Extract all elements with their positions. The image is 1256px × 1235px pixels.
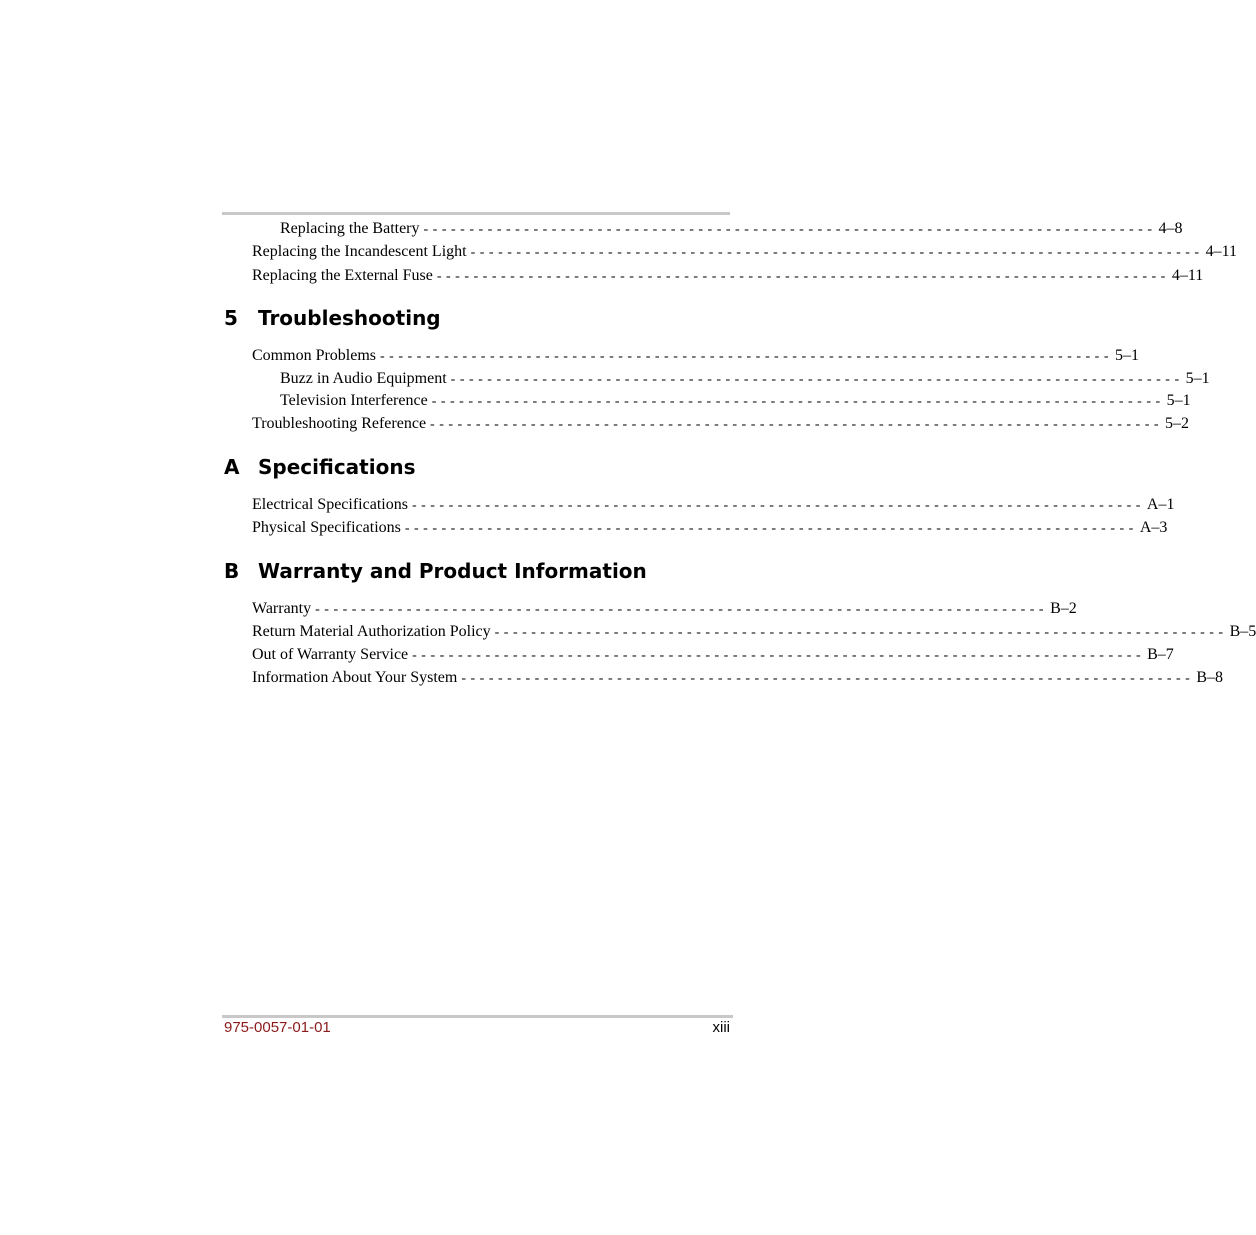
toc-entry-replacing-battery[interactable] [280,218,1183,240]
chapter-number: A [224,455,240,479]
chapter-heading-troubleshooting[interactable] [224,305,441,331]
chapter-heading-warranty[interactable] [224,558,647,584]
toc-entry-common-problems[interactable] [252,345,1139,367]
toc-entry-title: Information About Your System [252,669,458,686]
toc-dot-leader: - - - - - - - - - - - - - - - - - - - - - - - - - - - - - - - - - - - - - - - - - - - - - - - - - - - - - - - - - - - - - - - - - - - - - - - - - - - - - - - - [412,648,1142,663]
toc-entry-out-of-warranty-service[interactable] [252,644,1174,666]
chapter-title: Troubleshooting [258,306,441,330]
toc-entry-title: Buzz in Audio Equipment [280,370,447,387]
toc-dot-leader: - - - - - - - - - - - - - - - - - - - - - - - - - - - - - - - - - - - - - - - - - - - - - - - - - - - - - - - - - - - - - - - - - - - - - - - - - - - - - - - - [423,222,1153,237]
toc-entry-page: A–3 [1139,519,1168,536]
toc-entry-buzz-audio[interactable] [280,368,1210,390]
footer-doc-number: 975-0057-01-01 [224,1019,331,1036]
toc-entry-title: Return Material Authorization Policy [252,623,491,640]
toc-entry-page: 4–11 [1171,267,1204,284]
chapter-title: Specifications [258,455,416,479]
toc-entry-troubleshooting-reference[interactable] [252,413,1190,435]
toc-dot-leader: - - - - - - - - - - - - - - - - - - - - - - - - - - - - - - - - - - - - - - - - - - - - - - - - - - - - - - - - - - - - - - - - - - - - - - - - - - - - - - - - [404,521,1134,536]
top-rule [222,212,730,215]
toc-entry-title: Troubleshooting Reference [252,415,427,432]
toc-dot-leader: - - - - - - - - - - - - - - - - - - - - - - - - - - - - - - - - - - - - - - - - - - - - - - - - - - - - - - - - - - - - - - - - - - - - - - - - - - - - - - - - [436,269,1166,284]
toc-entry-page: A–1 [1146,496,1175,513]
toc-entry-rma-policy[interactable] [252,621,1256,643]
toc-entry-page: 5–1 [1114,347,1139,364]
toc-dot-leader: - - - - - - - - - - - - - - - - - - - - - - - - - - - - - - - - - - - - - - - - - - - - - - - - - - - - - - - - - - - - - - - - - - - - - - - - - - - - - - - - [494,625,1224,640]
toc-entry-replacing-incandescent-light[interactable] [252,241,1237,263]
toc-entry-page: 4–8 [1158,220,1183,237]
toc-entry-title: Physical Specifications [252,519,401,536]
toc-dot-leader: - - - - - - - - - - - - - - - - - - - - - - - - - - - - - - - - - - - - - - - - - - - - - - - - - - - - - - - - - - - - - - - - - - - - - - - - - - - - - - - - [411,498,1141,513]
toc-entry-title: Replacing the Incandescent Light [252,243,467,260]
toc-entry-page: 5–2 [1165,415,1190,432]
toc-dot-leader: - - - - - - - - - - - - - - - - - - - - - - - - - - - - - - - - - - - - - - - - - - - - - - - - - - - - - - - - - - - - - - - - - - - - - - - - - - - - - - - - [431,394,1161,409]
toc-entry-electrical-specifications[interactable] [252,494,1175,516]
toc-dot-leader: - - - - - - - - - - - - - - - - - - - - - - - - - - - - - - - - - - - - - - - - - - - - - - - - - - - - - - - - - - - - - - - - - - - - - - - - - - - - - - - - [430,417,1160,432]
toc-entry-title: Electrical Specifications [252,496,408,513]
toc-entry-title: Warranty [252,600,312,617]
toc-entry-page: 4–11 [1205,243,1237,260]
footer-page-number: xiii [712,1019,730,1036]
toc-entry-page: B–2 [1050,600,1077,617]
chapter-number: 5 [224,306,238,330]
toc-entry-title: Replacing the External Fuse [252,267,433,284]
toc-entry-replacing-external-fuse[interactable] [252,265,1204,287]
chapter-title: Warranty and Product Information [258,559,647,583]
toc-entry-page: 5–1 [1166,392,1191,409]
chapter-number: B [224,559,240,583]
toc-entry-information-about-system[interactable] [252,667,1223,689]
chapter-heading-specifications[interactable] [224,454,415,480]
toc-entry-title: Out of Warranty Service [252,646,409,663]
toc-dot-leader: - - - - - - - - - - - - - - - - - - - - - - - - - - - - - - - - - - - - - - - - - - - - - - - - - - - - - - - - - - - - - - - - - - - - - - - - - - - - - - - - [380,349,1109,364]
toc-entry-physical-specifications[interactable] [252,517,1168,539]
toc-dot-leader: - - - - - - - - - - - - - - - - - - - - - - - - - - - - - - - - - - - - - - - - - - - - - - - - - - - - - - - - - - - - - - - - - - - - - - - - - - - - - - - - [315,602,1045,617]
toc-dot-leader: - - - - - - - - - - - - - - - - - - - - - - - - - - - - - - - - - - - - - - - - - - - - - - - - - - - - - - - - - - - - - - - - - - - - - - - - - - - - - - - - [461,671,1191,686]
toc-entry-page: B–5 [1229,623,1256,640]
toc-entry-page: B–8 [1196,669,1223,686]
toc-entry-television-interference[interactable] [280,390,1191,412]
toc-entry-warranty[interactable] [252,598,1077,620]
toc-dot-leader: - - - - - - - - - - - - - - - - - - - - - - - - - - - - - - - - - - - - - - - - - - - - - - - - - - - - - - - - - - - - - - - - - - - - - - - - - - - - - - - - [470,245,1200,260]
toc-entry-page: B–7 [1147,646,1174,663]
footer-rule [222,1015,733,1018]
toc-dot-leader: - - - - - - - - - - - - - - - - - - - - - - - - - - - - - - - - - - - - - - - - - - - - - - - - - - - - - - - - - - - - - - - - - - - - - - - - - - - - - - - - [450,372,1180,387]
toc-entry-title: Common Problems [252,347,377,364]
toc-entry-title: Television Interference [280,392,428,409]
toc-entry-page: 5–1 [1185,370,1210,387]
toc-entry-title: Replacing the Battery [280,220,420,237]
